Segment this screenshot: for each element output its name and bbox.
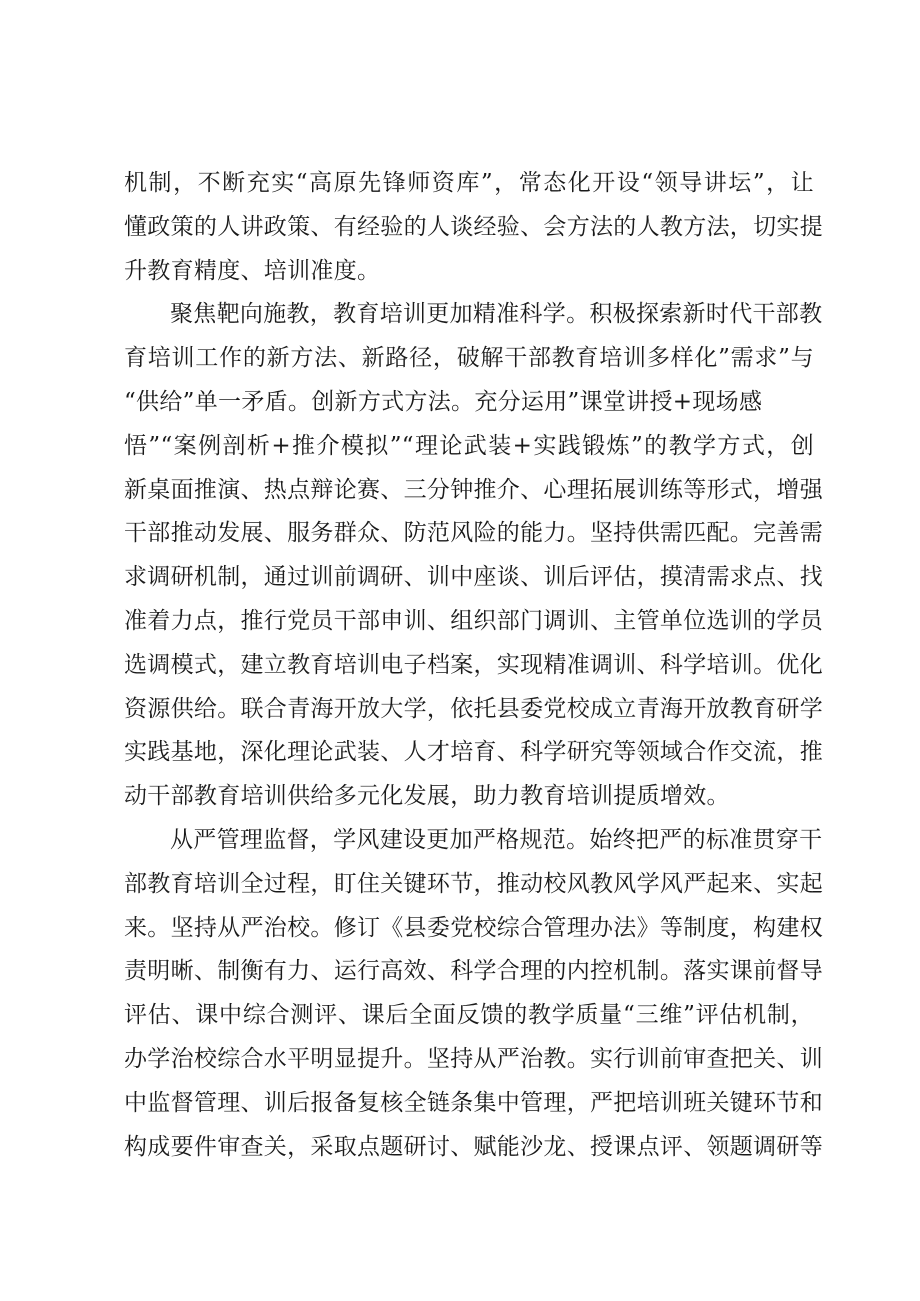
- text-line: 悟”“案例剖析+推介模拟”“理论武装+实践锻炼”的教学方式，创: [124, 432, 814, 459]
- text-line: 办学治校综合水平明显提升。坚持从严治教。实行训前审查把关、训: [124, 1045, 823, 1072]
- text-line: 实践基地，深化理论武装、人才培育、科学研究等领域合作交流，推: [124, 739, 823, 766]
- text-line: 来。坚持从严治校。修订《县委党校综合管理办法》等制度，构建权: [124, 914, 823, 941]
- text-line: 责明晰、制衡有力、运行高效、科学合理的内控机制。落实课前督导: [124, 958, 823, 985]
- text-line: 准着力点，推行党员干部申训、组织部门调训、主管单位选训的学员: [124, 607, 823, 634]
- paragraph-start-line: 聚焦靶向施教，教育培训更加精准科学。积极探索新时代干部教: [170, 301, 823, 328]
- text-line: 机制，不断充实“高原先锋师资库”，常态化开设“领导讲坛”，让: [124, 170, 814, 196]
- text-line: 懂政策的人讲政策、有经验的人谈经验、会方法的人教方法，切实提: [124, 213, 823, 240]
- text-line: 动干部教育培训供给多元化发展，助力教育培训提质增效。: [124, 783, 730, 810]
- paragraph-start-line: 从严管理监督，学风建设更加严格规范。始终把严的标准贯穿干: [170, 826, 823, 853]
- text-line: 评估、课中综合测评、课后全面反馈的教学质量“三维”评估机制，: [124, 1002, 814, 1029]
- text-line: 选调模式，建立教育培训电子档案，实现精准调训、科学培训。优化: [124, 651, 823, 678]
- text-line: 升教育精度、培训准度。: [124, 257, 381, 284]
- text-line: 资源供给。联合青海开放大学，依托县委党校成立青海开放教育研学: [124, 695, 823, 722]
- text-line: 干部推动发展、服务群众、防范风险的能力。坚持供需匹配。完善需: [124, 520, 823, 547]
- text-line: 求调研机制，通过训前调研、训中座谈、训后评估，摸清需求点、找: [124, 564, 823, 591]
- text-line: 育培训工作的新方法、新路径，破解干部教育培训多样化”需求”与: [124, 345, 814, 372]
- text-line: 中监督管理、训后报备复核全链条集中管理，严把培训班关键环节和: [124, 1089, 823, 1116]
- text-line: 构成要件审查关，采取点题研讨、赋能沙龙、授课点评、领题调研等: [124, 1133, 823, 1160]
- text-line: 新桌面推演、热点辩论赛、三分钟推介、心理拓展训练等形式，增强: [124, 476, 823, 503]
- text-line: 部教育培训全过程，盯住关键环节，推动校风教风学风严起来、实起: [124, 870, 823, 897]
- document-body: [124, 162, 823, 1169]
- text-line: “供给”单一矛盾。创新方式方法。充分运用”课堂讲授+现场感: [124, 388, 763, 415]
